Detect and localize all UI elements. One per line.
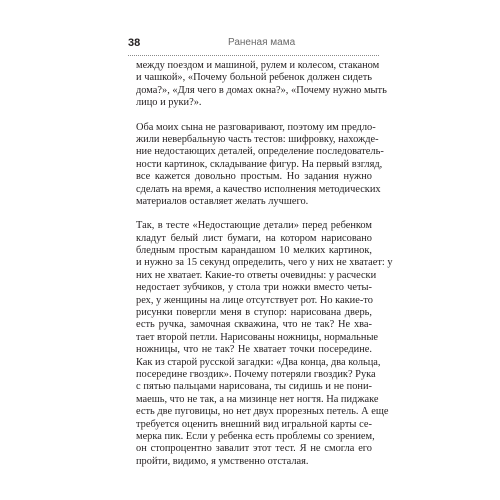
text-line: он стопроцентно завалит этот тест. Я не смогла его bbox=[136, 443, 372, 455]
text-line: рисунки повергли меня в ступор: нарисована дверь, bbox=[136, 307, 372, 319]
paragraph bbox=[136, 60, 387, 110]
text-line: рех, у женщины на лице отсутствует рот. Но какие-то bbox=[136, 294, 373, 306]
text-line: есть ручка, замочная скважина, что не так? Не хва- bbox=[136, 319, 372, 331]
text-line: и чашкой», «Почему больной ребенок должен сидеть bbox=[136, 72, 372, 84]
text-line: сделать на время, а качество исполнения методических bbox=[136, 183, 381, 195]
paragraph-gap bbox=[136, 208, 372, 220]
text-line: дома?», «Для чего в домах окна?», «Почему нужно мыть bbox=[136, 84, 387, 96]
text-line: есть две пуговицы, но нет двух прорезных петель. А еще bbox=[136, 406, 389, 418]
text-line: лицо и руки?». bbox=[136, 97, 202, 109]
body-text bbox=[136, 60, 393, 468]
text-line: ности картинок, складывание фигур. На первый взгляд, bbox=[136, 158, 383, 170]
text-line: маешь, что не так, а на мизинце нет ногтя. На пиджаке bbox=[136, 393, 379, 405]
header-divider bbox=[128, 55, 379, 56]
text-line: мерка пик. Если у ребенка есть проблемы со зрением, bbox=[136, 430, 375, 442]
paragraph bbox=[136, 121, 384, 209]
paragraph-gap bbox=[136, 110, 372, 122]
text-line: них не хватает. Какие-то ответы очевидны: у расчески bbox=[136, 269, 377, 281]
text-line: бледным простым карандашом 10 мелких картинок, bbox=[136, 245, 372, 257]
text-line: ножницы, что не так? Не хватает точки посередине. bbox=[136, 344, 372, 356]
text-line: и нужно за 15 секунд определить, чего у них не хватает: у bbox=[136, 257, 393, 269]
text-line: посередине гвоздик». Почему потеряли гвоздик? Рука bbox=[136, 368, 376, 380]
text-line: с пятью пальцами нарисована, ты сидишь и не пони- bbox=[136, 381, 372, 393]
text-line: все кажется довольно простым. Но задания нужно bbox=[136, 171, 372, 183]
text-line: Как из старой русской загадки: «Два конца, два кольца, bbox=[136, 356, 381, 368]
text-line: требуется оценить внешний вид игральной карты се- bbox=[136, 418, 372, 430]
page-number: 38 bbox=[128, 37, 141, 49]
text-line: жили невербальную часть тестов: шифровку, нахожде- bbox=[136, 133, 379, 145]
text-line: кладут белый лист бумаги, на котором нарисовано bbox=[136, 232, 372, 244]
text-line: материалов оставляет желать лучшего. bbox=[136, 195, 309, 207]
running-title: Раненая мама bbox=[228, 37, 296, 48]
paragraph bbox=[136, 220, 393, 468]
text-line: недостает зубчиков, у стола три ножки вместо четы- bbox=[136, 282, 372, 294]
text-line: пройти, видимо, я умственно отсталая. bbox=[136, 455, 309, 467]
text-line: тает второй петли. Нарисованы ножницы, нормальные bbox=[136, 331, 379, 343]
text-line: Оба моих сына не разговаривают, поэтому им предло- bbox=[136, 121, 376, 133]
text-line: ние недостающих деталей, определение последователь- bbox=[136, 146, 384, 158]
text-line: между поездом и машиной, рулем и колесом, стаканом bbox=[136, 60, 380, 71]
text-line: Так, в тесте «Недостающие детали» перед ребенком bbox=[136, 220, 372, 232]
page-header bbox=[128, 37, 388, 51]
